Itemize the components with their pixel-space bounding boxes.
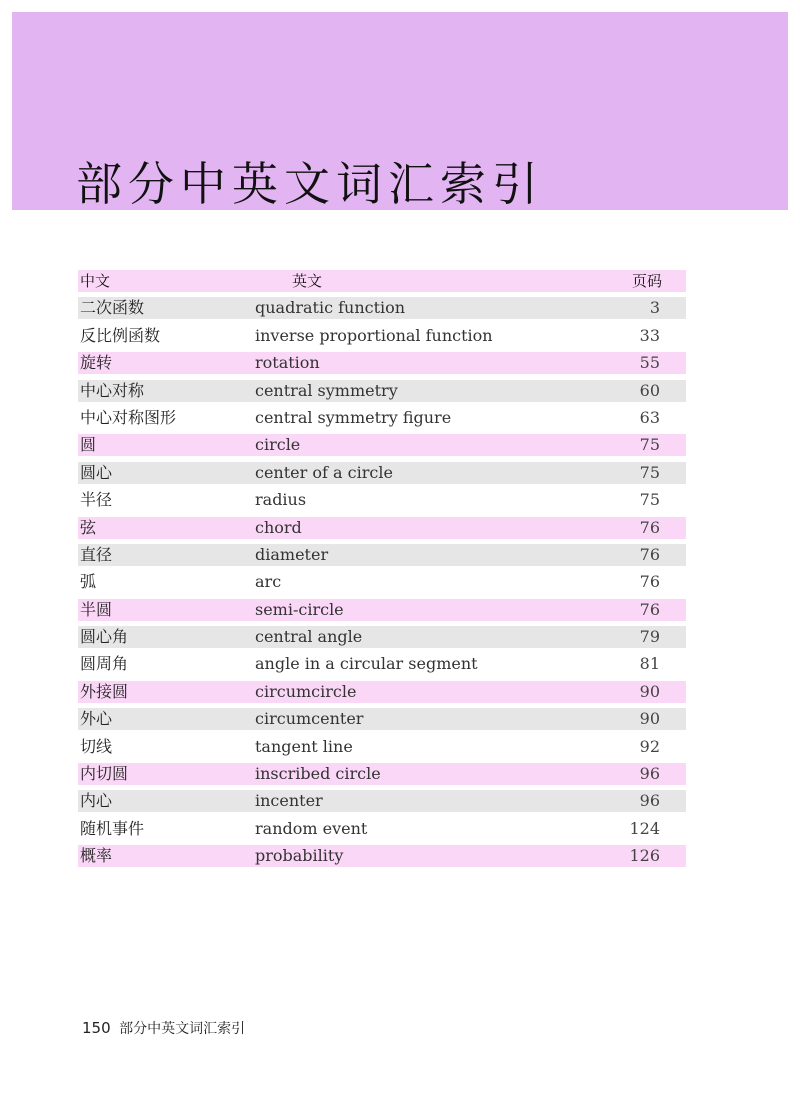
term-english: chord [255,517,302,537]
table-row [78,681,686,703]
term-page: 76 [639,572,660,592]
table-row [78,653,686,675]
term-chinese: 圆心 [80,462,113,482]
term-english: probability [255,846,344,866]
term-english: circumcircle [255,681,357,701]
table-row [78,845,686,867]
term-page: 79 [639,627,660,647]
term-english: arc [255,572,282,592]
term-chinese: 直径 [80,544,113,564]
table-row [78,434,686,456]
term-english: circumcenter [255,709,364,729]
term-chinese: 圆周角 [80,654,129,674]
term-english: incenter [255,791,323,811]
table-row [78,517,686,539]
term-chinese: 旋转 [80,353,113,373]
term-english: diameter [255,544,329,564]
table-row [78,462,686,484]
term-english: circle [255,435,301,455]
table-row [78,736,686,758]
table-row [78,818,686,840]
term-page: 96 [639,791,660,811]
term-english: central symmetry [255,380,398,400]
term-page: 60 [639,380,660,400]
term-page: 90 [639,681,660,701]
term-page: 96 [639,764,660,784]
term-page: 75 [639,462,660,482]
term-chinese: 外接圆 [80,681,129,701]
table-row [78,325,686,347]
title-banner [12,12,788,210]
term-chinese: 内切圆 [80,764,129,784]
term-page: 76 [639,517,660,537]
table-row [78,380,686,402]
term-chinese: 中心对称图形 [80,407,177,427]
table-row [78,571,686,593]
term-english: central symmetry figure [255,407,452,427]
table-header-row [78,270,686,292]
term-page: 55 [639,353,660,373]
term-page: 75 [639,490,660,510]
term-chinese: 反比例函数 [80,325,161,345]
table-row [78,489,686,511]
term-chinese: 圆 [80,435,97,455]
term-page: 90 [639,709,660,729]
table-body [78,297,686,867]
term-english: center of a circle [255,462,393,482]
table-row [78,599,686,621]
term-page: 63 [639,407,660,427]
term-chinese: 半径 [80,490,113,510]
term-english: tangent line [255,736,353,756]
running-title: 部分中英文词汇索引 [119,1021,246,1037]
term-chinese: 概率 [80,846,113,866]
table-row [78,407,686,429]
term-english: quadratic function [255,298,406,318]
table-row [78,544,686,566]
term-chinese: 切线 [80,736,113,756]
table-row [78,352,686,374]
term-english: semi-circle [255,599,344,619]
page-footer [82,1018,245,1038]
term-chinese: 弧 [80,572,97,592]
term-english: central angle [255,627,363,647]
term-chinese: 半圆 [80,599,113,619]
header-english: 英文 [292,272,323,290]
page-title: 部分中英文词汇索引 [76,157,544,211]
page-number: 150 [82,1019,111,1037]
term-english: inverse proportional function [255,325,493,345]
term-page: 33 [639,325,660,345]
table-row [78,626,686,648]
term-page: 76 [639,599,660,619]
term-chinese: 二次函数 [80,298,145,318]
term-page: 92 [639,736,660,756]
term-chinese: 圆心角 [80,627,129,647]
term-english: random event [255,818,368,838]
vocabulary-index-table [78,270,686,873]
term-page: 126 [629,846,660,866]
term-chinese: 内心 [80,791,113,811]
term-page: 75 [639,435,660,455]
term-page: 76 [639,544,660,564]
table-row [78,763,686,785]
table-row [78,708,686,730]
term-chinese: 弦 [80,517,97,537]
header-chinese: 中文 [80,272,111,290]
term-english: rotation [255,353,320,373]
header-page: 页码 [631,272,662,290]
term-page: 3 [649,298,660,318]
term-english: angle in a circular segment [255,654,478,674]
table-row [78,790,686,812]
term-english: inscribed circle [255,764,381,784]
table-row [78,297,686,319]
term-page: 124 [629,818,660,838]
term-chinese: 外心 [80,709,113,729]
term-chinese: 中心对称 [80,380,145,400]
term-chinese: 随机事件 [80,818,145,838]
term-page: 81 [639,654,660,674]
term-english: radius [255,490,307,510]
